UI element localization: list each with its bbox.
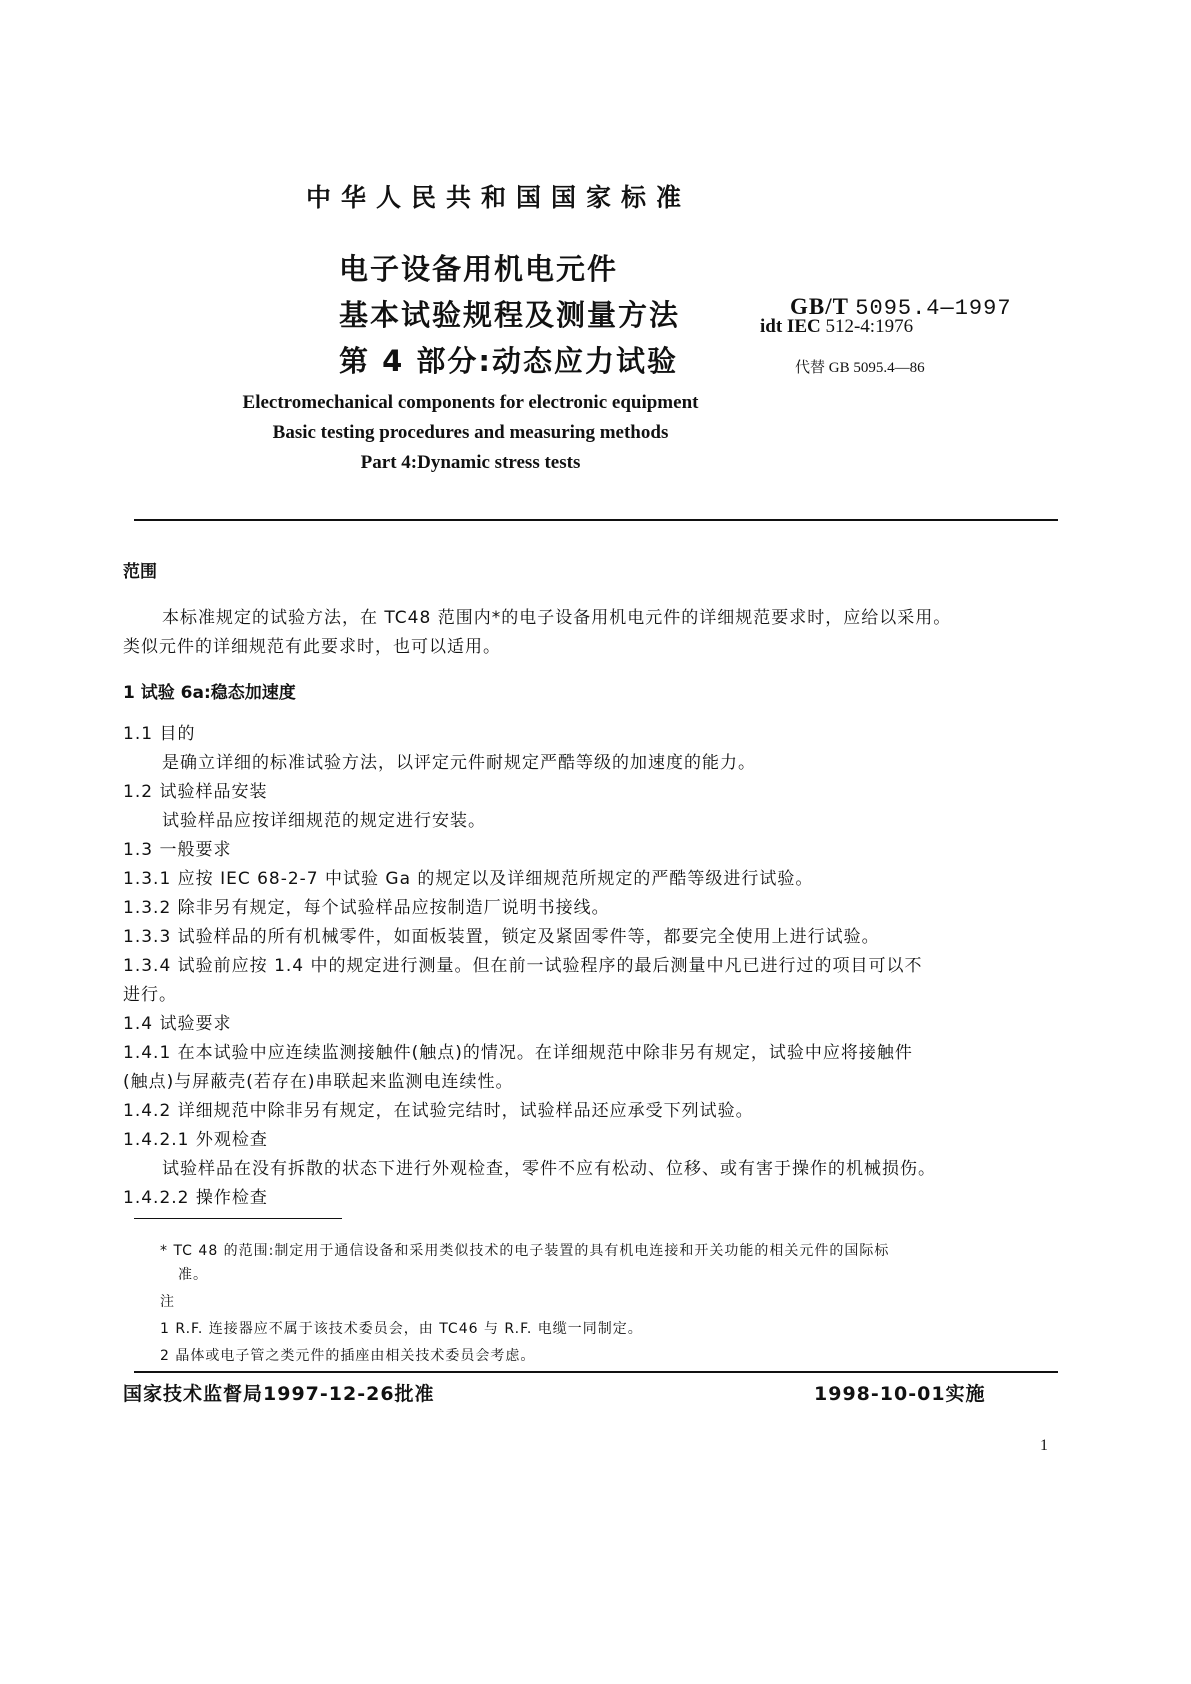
standard-code: 5095.4—1997 (855, 296, 1012, 321)
idt-code: 512-4:1976 (825, 316, 914, 337)
title-en-line-2: Basic testing procedures and measuring methods (272, 422, 669, 443)
header-divider (134, 519, 1058, 521)
idt-prefix: idt IEC (760, 316, 821, 337)
section-1-4-2-2-heading: 1.4.2.2 操作检查 (123, 1188, 268, 1208)
title-zh-line-3: 第 4 部分:动态应力试验 (339, 344, 678, 378)
section-1-4-1-line-2: (触点)与屏蔽壳(若存在)串联起来监测电连续性。 (123, 1072, 514, 1092)
section-1-4-2: 1.4.2 详细规范中除非另有规定，在试验完结时，试验样品还应承受下列试验。 (123, 1101, 754, 1121)
section-1-2-heading: 1.2 试验样品安装 (123, 782, 268, 802)
footnote-note-2: 2 晶体或电子管之类元件的插座由相关技术委员会考虑。 (160, 1348, 536, 1364)
section-1-4-2-1-heading: 1.4.2.1 外观检查 (123, 1130, 268, 1150)
section-1-3-3: 1.3.3 试验样品的所有机械零件，如面板装置，锁定及紧固零件等，都要完全使用上进行试验。 (123, 927, 880, 947)
footnote-star-line-2: 准。 (178, 1267, 208, 1283)
footnote-note-1: 1 R.F. 连接器应不属于该技术委员会，由 TC46 与 R.F. 电缆一同制定。 (160, 1321, 643, 1337)
footnote-divider (134, 1218, 342, 1219)
idt-reference (760, 316, 913, 338)
section-1-4-heading: 1.4 试验要求 (123, 1014, 232, 1034)
section-1-4-1-line-1: 1.4.1 在本试验中应连续监测接触件(触点)的情况。在详细规范中除非另有规定，试验中应将接触件 (123, 1043, 913, 1063)
national-standard-title: 中华人民共和国国家标准 (306, 183, 692, 212)
scope-heading: 范围 (123, 562, 157, 582)
scope-paragraph-line-1: 本标准规定的试验方法，在 TC48 范围内*的电子设备用机电元件的详细规范要求时，应给以采用。 (162, 608, 952, 628)
title-zh-line-1: 电子设备用机电元件 (339, 252, 619, 286)
footer-divider (134, 1371, 1058, 1373)
section-1-4-2-1-text: 试验样品在没有拆散的状态下进行外观检查，零件不应有松动、位移、或有害于操作的机械损伤。 (162, 1159, 936, 1179)
section-1-3-heading: 1.3 一般要求 (123, 840, 232, 860)
scope-paragraph-line-2: 类似元件的详细规范有此要求时，也可以适用。 (123, 637, 501, 657)
footnote-note-label: 注 (160, 1294, 175, 1310)
page-number: 1 (1040, 1437, 1048, 1454)
section-1-3-2: 1.3.2 除非另有规定，每个试验样品应按制造厂说明书接线。 (123, 898, 610, 918)
section-1-3-1: 1.3.1 应按 IEC 68-2-7 中试验 Ga 的规定以及详细规范所规定的严酷等级进行试验。 (123, 869, 814, 889)
section-1-1-text: 是确立详细的标准试验方法，以评定元件耐规定严酷等级的加速度的能力。 (162, 753, 756, 773)
section-1-3-4-line-1: 1.3.4 试验前应按 1.4 中的规定进行测量。但在前一试验程序的最后测量中凡已进行过的项目可以不 (123, 956, 923, 976)
section-1-2-text: 试验样品应按详细规范的规定进行安装。 (162, 811, 486, 831)
title-zh-line-2: 基本试验规程及测量方法 (339, 298, 681, 332)
section-1-3-4-line-2: 进行。 (123, 985, 177, 1005)
effective-date: 1998-10-01实施 (814, 1383, 986, 1405)
title-en-line-1: Electromechanical components for electronic equipment (242, 392, 699, 413)
standard-prefix: GB/T (790, 294, 849, 319)
footnote-star-line-1: * TC 48 的范围:制定用于通信设备和采用类似技术的电子装置的具有机电连接和开关功能的相关元件的国际标 (160, 1243, 890, 1259)
approval-date: 国家技术监督局1997-12-26批准 (123, 1383, 435, 1405)
title-en-line-3: Part 4:Dynamic stress tests (360, 452, 581, 473)
section-1-heading: 1 试验 6a:稳态加速度 (123, 683, 296, 703)
section-1-1-heading: 1.1 目的 (123, 724, 196, 744)
replaces-standard: 代替 GB 5095.4—86 (795, 360, 925, 376)
